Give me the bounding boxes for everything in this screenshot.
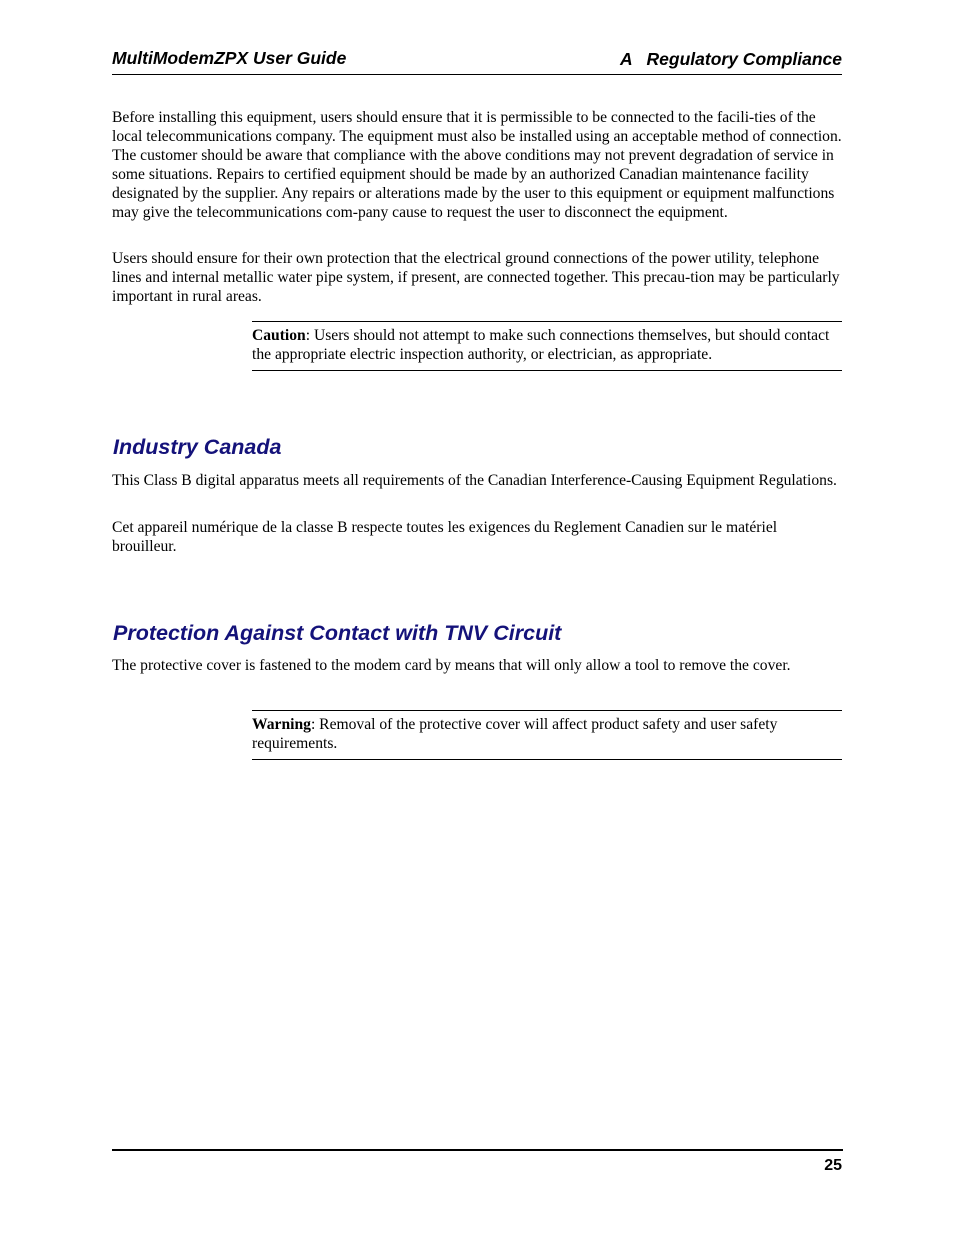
intro-paragraph-2: Users should ensure for their own protection that the electrical ground connections of the power utility, telephone lines and internal metallic water pipe system, if present, are connected together. This precau-tion may be particularly important in rural areas. bbox=[112, 250, 840, 305]
footer-rule bbox=[112, 1149, 843, 1151]
warning-label: Warning bbox=[252, 716, 311, 733]
caution-text: : Users should not attempt to make such connections themselves, but should contact the appropriate electric inspection authority, or electrician, as appropriate. bbox=[252, 327, 830, 363]
heading-tnv-protection: Protection Against Contact with TNV Circuit bbox=[113, 621, 562, 645]
page-number: 25 bbox=[824, 1157, 842, 1174]
intro-paragraph-1: Before installing this equipment, users should ensure that it is permissible to be connected to the facili-ties of the local telecommunications company. The equipment must also be installed using an acceptable method of connection. The customer should be aware that compliance with the above conditions may not prevent degradation of service in some situations. Repairs to certified equipment should be made by an authorized Canadian maintenance facility designated by the supplier. Any repairs or alterations made by the user to this equipment or equipment malfunctions may give the telecommunications com-pany cause to request the user to disconnect the equipment. bbox=[112, 109, 842, 221]
industry-canada-paragraph-2: Cet appareil numérique de la classe B respecte toutes les exigences du Reglement Canadien sur le matériel brouilleur. bbox=[112, 519, 778, 555]
heading-industry-canada: Industry Canada bbox=[113, 435, 282, 459]
document-title: MultiModemZPX User Guide bbox=[112, 48, 347, 68]
caution-note bbox=[252, 321, 842, 371]
industry-canada-paragraph-1: This Class B digital apparatus meets all requirements of the Canadian Interference-Causing Equipment Regulations. bbox=[112, 472, 837, 489]
tnv-paragraph: The protective cover is fastened to the modem card by means that will only allow a tool to remove the cover. bbox=[112, 657, 791, 674]
caution-label: Caution bbox=[252, 327, 306, 344]
warning-text: : Removal of the protective cover will affect product safety and user safety requirements. bbox=[252, 716, 778, 752]
page-header bbox=[112, 48, 842, 75]
section-title: A Regulatory Compliance bbox=[619, 49, 842, 69]
warning-note bbox=[252, 710, 842, 760]
